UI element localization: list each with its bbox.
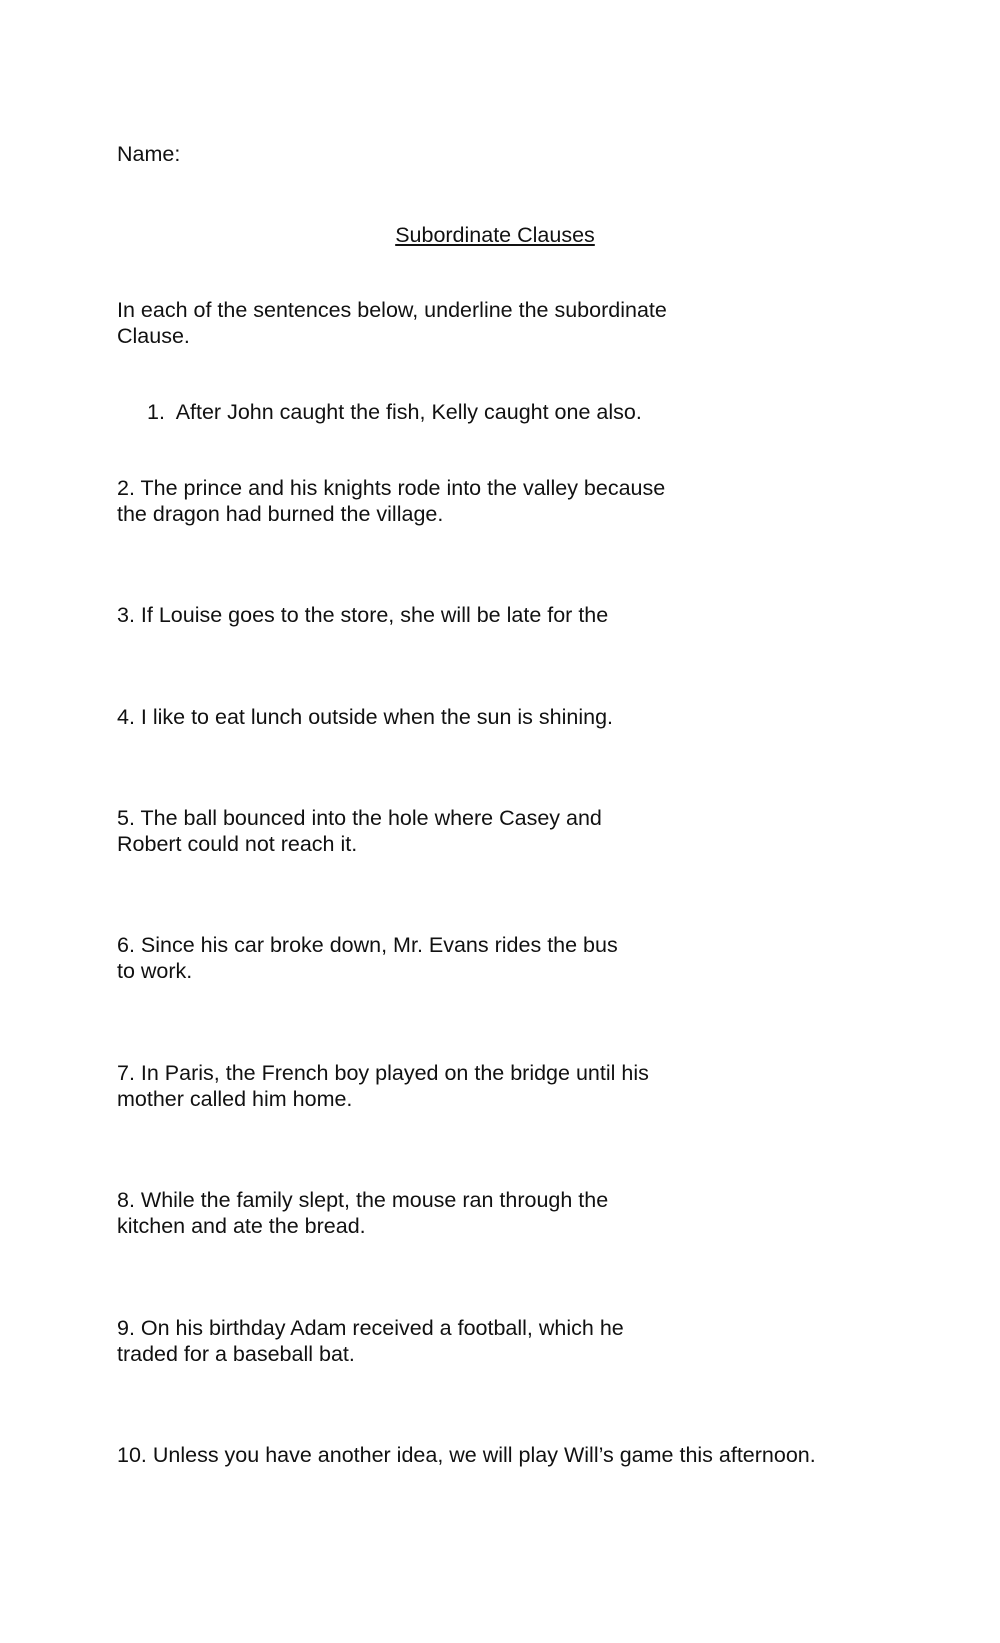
sentence-2-continued: the dragon had burned the village. [117,502,444,526]
name-label: Name: [117,142,181,166]
sentence-7: 7. In Paris, the French boy played on the bridge until his [117,1061,649,1085]
instructions-line: In each of the sentences below, underline the subordinate [117,298,667,322]
sentence-9-continued: traded for a baseball bat. [117,1342,355,1366]
sentence-10: 10. Unless you have another idea, we will play Will’s game this afternoon. [117,1443,816,1467]
sentence-1: 1. After John caught the fish, Kelly caught one also. [147,400,642,424]
sentence-5: 5. The ball bounced into the hole where Casey and [117,806,602,830]
worksheet-title: Subordinate Clauses [395,223,595,247]
sentence-4: 4. I like to eat lunch outside when the sun is shining. [117,705,614,729]
sentence-9: 9. On his birthday Adam received a football, which he [117,1316,624,1340]
sentence-3: 3. If Louise goes to the store, she will be late for the [117,603,609,627]
sentence-6-continued: to work. [117,959,193,983]
sentence-8-continued: kitchen and ate the bread. [117,1214,366,1238]
instructions-line: Clause. [117,324,190,348]
sentence-6: 6. Since his car broke down, Mr. Evans rides the bus [117,933,618,957]
sentence-2: 2. The prince and his knights rode into the valley because [117,476,666,500]
sentence-8: 8. While the family slept, the mouse ran through the [117,1188,609,1212]
sentence-7-continued: mother called him home. [117,1087,353,1111]
sentence-5-continued: Robert could not reach it. [117,832,358,856]
